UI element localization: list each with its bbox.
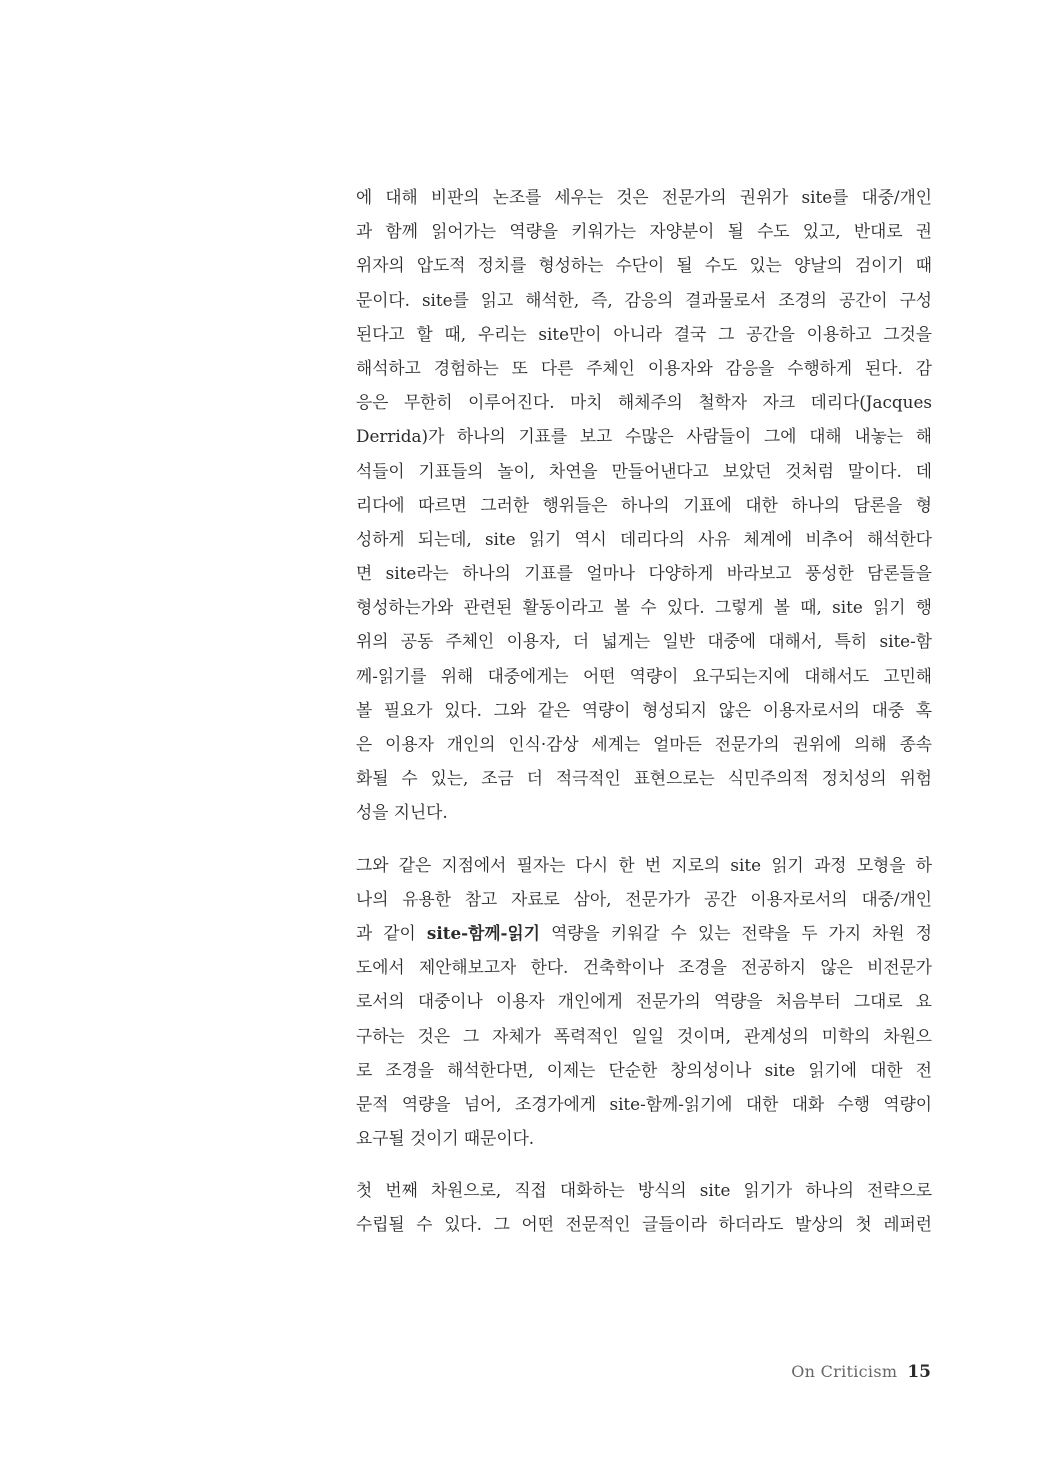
paragraph-3	[356, 1173, 932, 1241]
paragraph-2	[356, 848, 932, 1156]
text-line: 형성하는가와 관련된 활동이라고 볼 수 있다. 그렇게 볼 때, site 읽기 행	[356, 597, 932, 618]
text-line-with-emphasis	[356, 916, 932, 950]
page-number: 15	[907, 1362, 931, 1382]
text-segment: 역량을 키워갈 수 있는 전략을 두 가지 차원 정	[539, 922, 932, 943]
text-line: 문이다. site를 읽고 해석한, 즉, 감응의 결과물로서 조경의 공간이 구성	[356, 289, 932, 310]
text-segment: 과 같이	[356, 922, 427, 943]
text-line: 로 조경을 해석한다면, 이제는 단순한 창의성이나 site 읽기에 대한 전	[356, 1059, 932, 1080]
body-text	[356, 180, 932, 1260]
text-line: 첫 번째 차원으로, 직접 대화하는 방식의 site 읽기가 하나의 전략으로	[356, 1180, 932, 1201]
text-line: 석들이 기표들의 놀이, 차연을 만들어낸다고 보았던 것처럼 말이다. 데	[356, 460, 932, 481]
page-footer	[791, 1360, 931, 1384]
text-line: 볼 필요가 있다. 그와 같은 역량이 형성되지 않은 이용자로서의 대중 혹	[356, 699, 932, 720]
text-line: 위자의 압도적 정치를 형성하는 수단이 될 수도 있는 양날의 검이기 때	[356, 255, 932, 276]
text-line: 에 대해 비판의 논조를 세우는 것은 전문가의 권위가 site를 대중/개인	[356, 187, 932, 207]
text-line: 화될 수 있는, 조금 더 적극적인 표현으로는 식민주의적 정치성의 위험	[356, 768, 932, 789]
text-line: 은 이용자 개인의 인식·감상 세계는 얼마든 전문가의 권위에 의해 종속	[356, 734, 932, 754]
text-line: 께-읽기를 위해 대중에게는 어떤 역량이 요구되는지에 대해서도 고민해	[356, 665, 932, 686]
text-line: 해석하고 경험하는 또 다른 주체인 이용자와 감응을 수행하게 된다. 감	[356, 357, 932, 378]
text-line: 응은 무한히 이루어진다. 마치 해체주의 철학자 자크 데리다(Jacques	[356, 392, 932, 413]
paragraph-1	[356, 180, 932, 830]
text-line: 문적 역량을 넘어, 조경가에게 site-함께-읽기에 대한 대화 수행 역량이	[356, 1093, 932, 1114]
text-line: 성하게 되는데, site 읽기 역시 데리다의 사유 체계에 비추어 해석한다	[356, 528, 932, 549]
text-line: 로서의 대중이나 이용자 개인에게 전문가의 역량을 처음부터 그대로 요	[356, 991, 932, 1012]
text-line: 수립될 수 있다. 그 어떤 전문적인 글들이라 하더라도 발상의 첫 레퍼런	[356, 1214, 932, 1235]
running-title: On Criticism	[791, 1362, 898, 1381]
text-line: 그와 같은 지점에서 필자는 다시 한 번 지로의 site 읽기 과정 모형을 하	[356, 854, 932, 875]
text-line: 과 함께 읽어가는 역량을 키워가는 자양분이 될 수도 있고, 반대로 권	[356, 221, 932, 242]
text-line: 리다에 따르면 그러한 행위들은 하나의 기표에 대한 하나의 담론을 형	[356, 494, 932, 515]
text-line: 도에서 제안해보고자 한다. 건축학이나 조경을 전공하지 않은 비전문가	[356, 957, 932, 978]
text-line: 나의 유용한 참고 자료로 삼아, 전문가가 공간 이용자로서의 대중/개인	[356, 888, 932, 909]
text-line: 성을 지닌다.	[356, 802, 448, 823]
text-line: 위의 공동 주체인 이용자, 더 넓게는 일반 대중에 대해서, 특히 site-함	[356, 631, 932, 652]
text-line: 구하는 것은 그 자체가 폭력적인 일일 것이며, 관계성의 미학의 차원으	[356, 1025, 932, 1046]
text-line: 된다고 할 때, 우리는 site만이 아니라 결국 그 공간을 이용하고 그것을	[356, 323, 932, 344]
text-line: Derrida)가 하나의 기표를 보고 수많은 사람들이 그에 대해 내놓는 해	[356, 426, 932, 447]
text-line: 요구될 것이기 때문이다.	[356, 1128, 535, 1149]
text-line: 면 site라는 하나의 기표를 얼마나 다양하게 바라보고 풍성한 담론들을	[356, 563, 932, 584]
emphasis-term: site-함께-읽기	[426, 922, 540, 943]
